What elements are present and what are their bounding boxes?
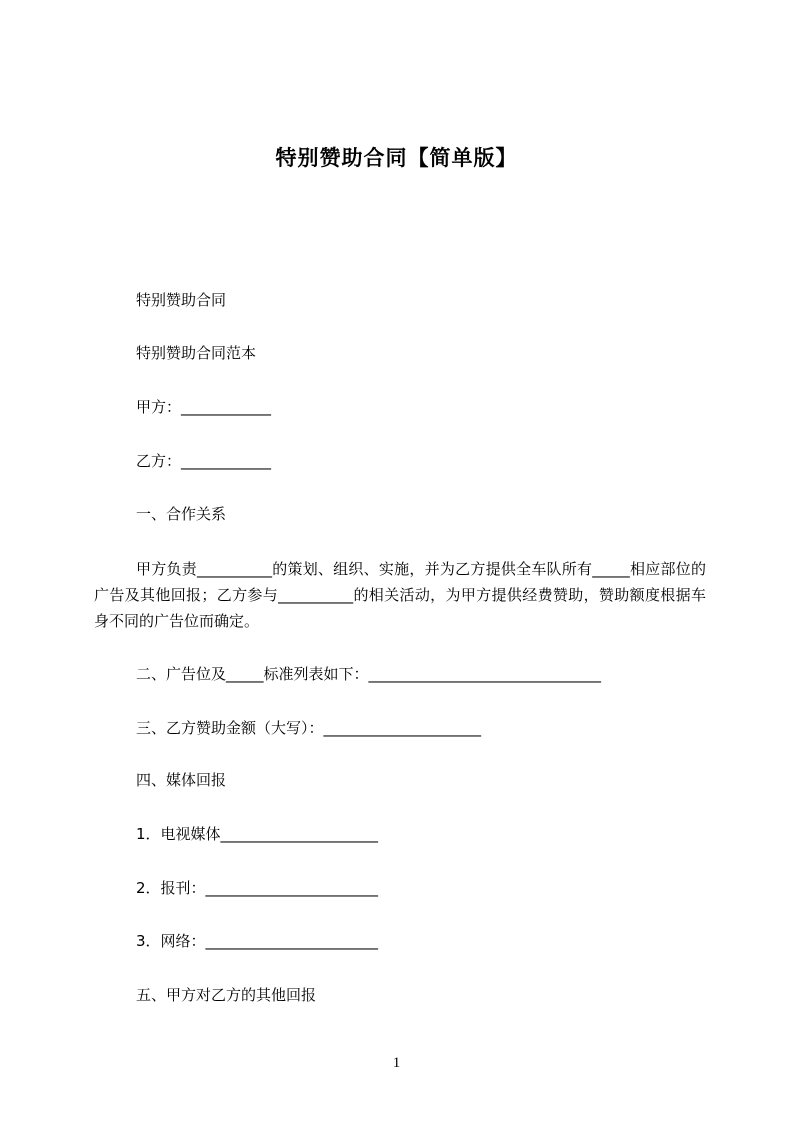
section-5-title: 五、甲方对乙方的其他回报 (136, 986, 317, 1004)
media-item-tv: 1．电视媒体_____________________ (136, 825, 379, 843)
party-a-line: 甲方：____________ (136, 398, 272, 416)
section-1-title: 一、合作关系 (136, 505, 227, 523)
media-item-press: 2．报刊：_______________________ (136, 879, 379, 897)
section-2-line: 二、广告位及_____标准列表如下：_______________________________ (136, 665, 602, 683)
contract-heading: 特别赞助合同 (136, 291, 227, 309)
document-title: 特别赞助合同【简单版】 (275, 146, 518, 170)
section-1-body: 甲方负责__________的策划、组织、实施，并为乙方提供全车队所有_____相应部位的广告及其他回报；乙方参与__________的相关活动，为甲方提供经费赞助，赞助额度根据车身不同的广告位而确定。 (94, 560, 706, 630)
section-4-title: 四、媒体回报 (136, 771, 227, 789)
contract-subheading: 特别赞助合同范本 (136, 344, 257, 362)
section-3-line: 三、乙方赞助金额（大写）：_____________________ (136, 719, 482, 737)
party-b-line: 乙方：____________ (136, 452, 272, 470)
page-number: 1 (392, 1055, 401, 1071)
media-item-web: 3．网络：_______________________ (136, 932, 379, 950)
